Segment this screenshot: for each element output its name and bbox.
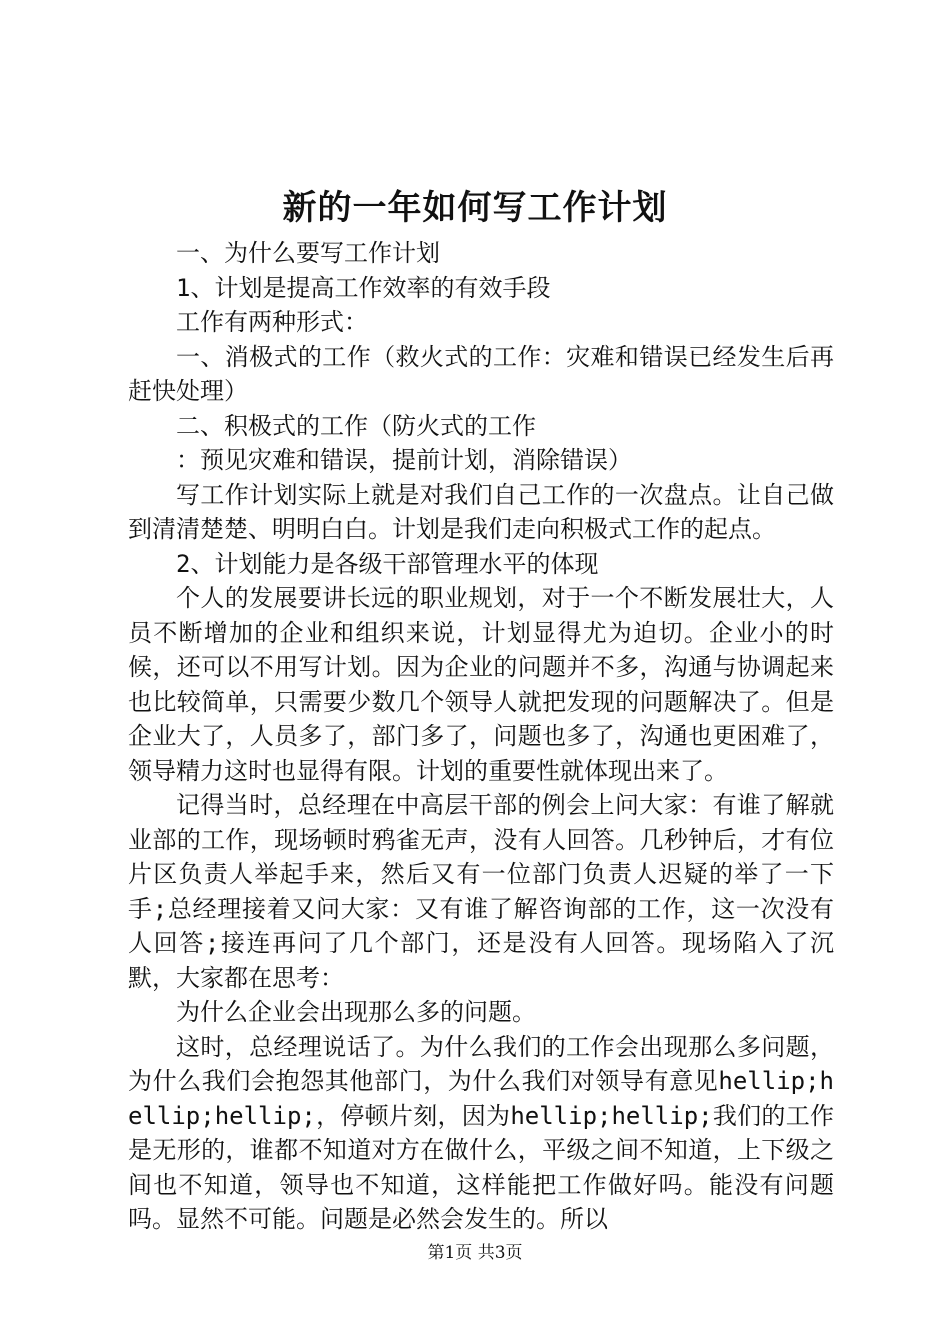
section-heading: 一、为什么要写工作计划	[176, 239, 440, 267]
paragraph: 写工作计划实际上就是对我们自己工作的一次盘点。让自己做到清清楚楚、明明白白。计划是我们走向积极式工作的起点。	[128, 480, 834, 543]
document-title: 新的一年如何写工作计划	[282, 188, 668, 228]
paragraph: 记得当时，总经理在中高层干部的例会上问大家：有谁了解就业部的工作，现场顿时鸦雀无声，没有人回答。几秒钟后，才有位片区负责人举起手来，然后又有一位部门负责人迟疑的举了一下手;总经理接着又问大家：又有谁了解咨询部的工作，这一次没有人回答;接连再问了几个部门，还是没有人回答。现场陷入了沉默，大家都在思考：	[128, 791, 834, 992]
paragraph: 为什么企业会出现那么多的问题。	[176, 998, 536, 1026]
paragraph: 工作有两种形式：	[176, 308, 368, 336]
paragraph: 一、消极式的工作（救火式的工作：灾难和错误已经发生后再赶快处理）	[128, 342, 834, 405]
subsection-heading: 2、计划能力是各级干部管理水平的体现	[176, 549, 599, 578]
page-footer: 第1页 共3页	[427, 1243, 523, 1263]
paragraph: 个人的发展要讲长远的职业规划，对于一个不断发展壮大，人员不断增加的企业和组织来说，计划显得尤为迫切。企业小的时候，还可以不用写计划。因为企业的问题并不多，沟通与协调起来也比较简单，只需要少数几个领导人就把发现的问题解决了。但是企业大了，人员多了，部门多了，问题也多了，沟通也更困难了，领导精力这时也显得有限。计划的重要性就体现出来了。	[128, 584, 834, 785]
paragraph: ：预见灾难和错误，提前计划，消除错误）	[176, 446, 632, 474]
document-body	[128, 236, 834, 1237]
paragraph: 二、积极式的工作（防火式的工作	[176, 411, 536, 440]
subsection-heading: 1、计划是提高工作效率的有效手段	[176, 273, 551, 302]
paragraph: 这时，总经理说话了。为什么我们的工作会出现那么多问题，为什么我们会抱怨其他部门，为什么我们对领导有意见hellip;hellip;hellip;，停顿片刻，因为hellip;hellip;我们的工作是无形的，谁都不知道对方在做什么，平级之间不知道，上下级之间也不知道，领导也不知道，这样能把工作做好吗。能没有问题吗。显然不可能。问题是必然会发生的。所以	[128, 1032, 834, 1233]
